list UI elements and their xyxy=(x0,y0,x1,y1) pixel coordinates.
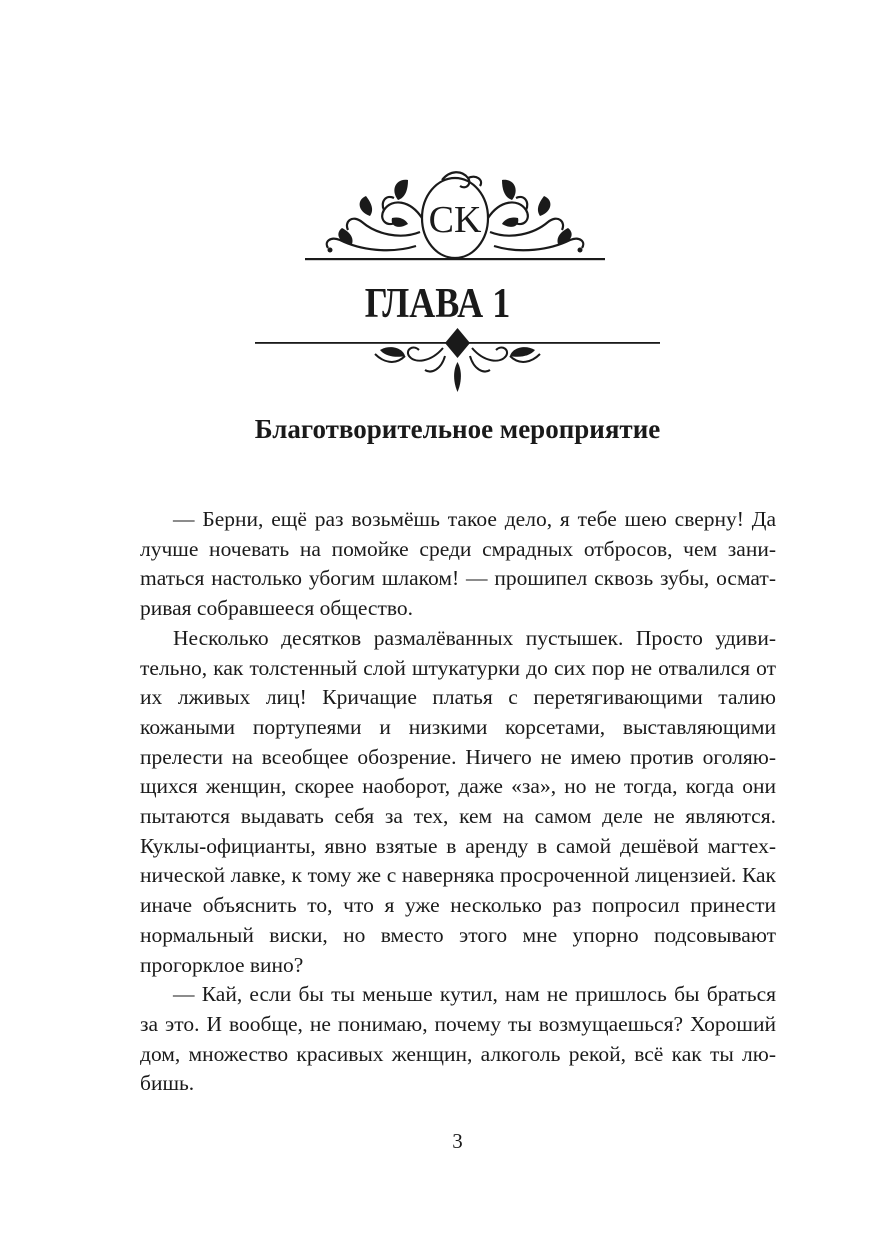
ornament-baseline xyxy=(305,258,605,260)
paragraph-2: Несколько десятков размалёванных пустышек. Просто удивительно, как толстенный слой штукатурки до сих пор не отвалился от их лживых лиц! Кричащие платья с перетягивающими талию кожаными портупеями и низкими корсетами, выставляющими прелести на всеобщее обозрение. Ничего не имею против оголяющихся женщин, скорее наоборот, даже «за», но не тогда, когда они пытаются выдавать себя за тех, кем на самом деле не являются. Куклы-официанты, явно взятые в аренду в самой дешёвой магтехнической лавке, к тому же с наверняка просроченной лицензией. Как иначе объяснить то, что я уже несколько раз попросил принести нормальный виски, но вместо этого мне упорно подсовывают прогорклое вино? xyxy=(140,625,776,977)
monogram: CK xyxy=(428,199,482,241)
chapter-text xyxy=(140,505,776,1099)
chapter-ornament-top xyxy=(300,170,610,270)
chapter-ornament-bottom xyxy=(255,326,660,398)
chapter-title: ГЛАВА 1 xyxy=(364,281,511,327)
page-number: 3 xyxy=(452,1129,463,1153)
paragraph-1: — Берни, ещё раз возьмёшь такое дело, я тебе шею сверну! Да лучше ночевать на помойке среди смрадных отбросов, чем заниmаться настолько убогим шлаком! — прошипел сквозь зубы, осматривая собравшееся общество. xyxy=(140,507,776,621)
center-diamond xyxy=(445,328,470,358)
paragraph-3: — Кай, если бы ты меньше кутил, нам не пришлось бы браться за это. И вообще, не понимаю, почему ты возмущаешься? Хороший дом, множество красивых женщин, алкоголь рекой, всё как ты любишь. xyxy=(140,982,776,1096)
chapter-subtitle: Благотворительное мероприятие xyxy=(254,414,661,444)
